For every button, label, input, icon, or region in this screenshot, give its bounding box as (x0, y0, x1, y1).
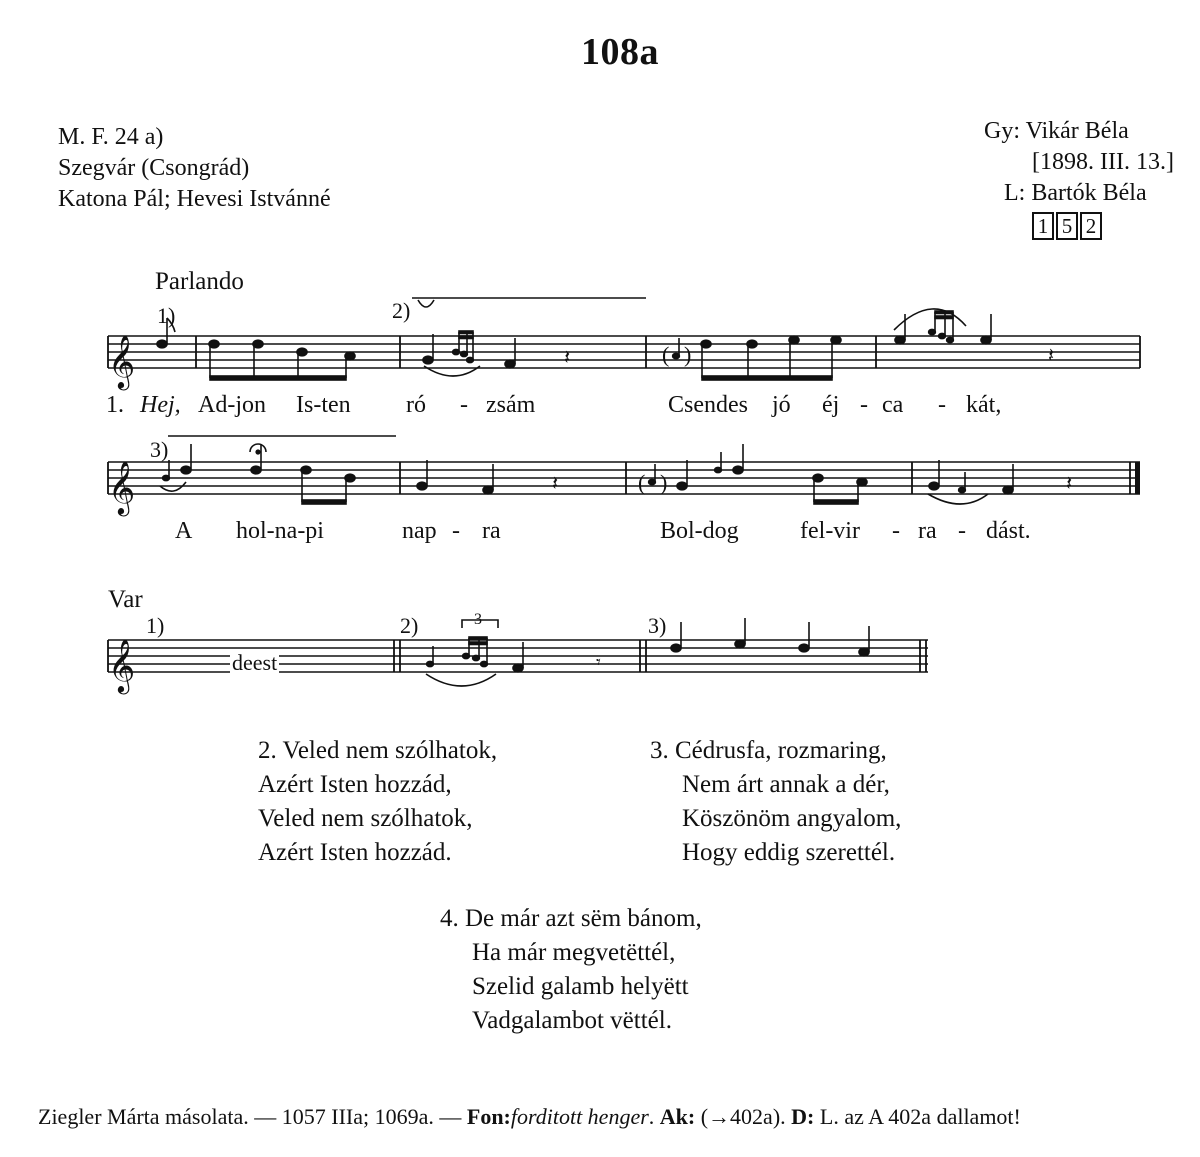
lyric-syllable: Hej, (140, 392, 181, 418)
variant-marker: 1) (146, 613, 165, 638)
variant-marker: 3) (150, 437, 169, 462)
svg-text:𝄽: 𝄽 (1066, 471, 1073, 495)
stanza-4 (440, 902, 702, 1038)
treble-clef-icon: 𝄞 (108, 334, 136, 388)
variant-marker: 3) (648, 613, 667, 638)
lyric-syllable: fel-vir (800, 518, 860, 544)
footer-fon-value: forditott henger (510, 1104, 649, 1129)
lyric-syllable: Bol-dog (660, 518, 739, 544)
svg-text:): ) (660, 470, 668, 495)
treble-clef-icon: 𝄞 (108, 460, 136, 514)
box-number: 2 (1080, 212, 1102, 240)
svg-text:𝄾: 𝄾 (596, 652, 601, 673)
stanza-line: 4. De már azt sëm bánom, (440, 905, 702, 932)
location: Szegvár (Csongrád) (58, 155, 250, 181)
lyric-syllable: hol-na-pi (236, 518, 324, 544)
svg-text:(: ( (662, 342, 670, 367)
stanza-2 (258, 734, 497, 870)
footer-d-label: D: (791, 1104, 815, 1129)
lyric-syllable: A (175, 518, 193, 544)
song-number: 108a (581, 31, 659, 73)
stanza-line: Ha már megvetëttél, (472, 939, 676, 966)
footer-note (38, 1104, 1021, 1130)
variant-label: Var (108, 586, 143, 613)
stanza-line: Azért Isten hozzád, (258, 771, 452, 798)
lyric-syllable: dást. (986, 518, 1031, 544)
lyric-syllable: - (958, 518, 966, 544)
lyric-syllable: nap (402, 518, 437, 544)
svg-text:(: ( (638, 470, 646, 495)
lyric-syllable: - (460, 392, 468, 418)
footer-d-value: L. az A 402a dallamot! (819, 1104, 1021, 1129)
performers: Katona Pál; Hevesi Istvánné (58, 186, 331, 212)
treble-clef-icon: 𝄞 (108, 638, 136, 692)
stanza-line: Nem árt annak a dér, (682, 771, 890, 798)
footer-ak-label: Ak: (659, 1104, 696, 1129)
stanza-line: Azért Isten hozzád. (258, 839, 452, 866)
svg-text:𝄽: 𝄽 (564, 345, 571, 369)
variant-marker: 2) (400, 613, 419, 638)
lyric-syllable: jó (772, 392, 791, 418)
box-number: 5 (1056, 212, 1078, 240)
variant-marker: 2) (392, 298, 411, 323)
stanza-line: 3. Cédrusfa, rozmaring, (650, 737, 887, 764)
variant-marker: 1) (157, 303, 176, 328)
lyric-syllable: ra (482, 518, 501, 544)
stanza-line: 2. Veled nem szólhatok, (258, 737, 498, 764)
lyric-syllable: Is-ten (296, 392, 351, 418)
lyric-syllable: - (860, 392, 868, 418)
stanza-line: Veled nem szólhatok, (258, 805, 473, 832)
box-number: 1 (1032, 212, 1054, 240)
l-label: L: (1004, 180, 1026, 206)
svg-text:𝄽: 𝄽 (552, 471, 559, 495)
tempo-marking: Parlando (155, 268, 244, 295)
lyric-syllable: - (452, 518, 460, 544)
lyric-syllable: - (938, 392, 946, 418)
footer-ak-value: (→402a). (700, 1104, 786, 1129)
footer-period: . (648, 1104, 655, 1129)
lyric-syllable: zsám (486, 392, 536, 418)
lyric-syllable: Csendes (668, 392, 748, 418)
stanza-line: Hogy eddig szerettél. (682, 839, 896, 866)
lyric-syllable: 1. (106, 392, 124, 418)
collection-ref: M. F. 24 a) (58, 124, 164, 150)
svg-text:): ) (684, 342, 692, 367)
collector-name: Vikár Béla (1025, 118, 1129, 144)
collection-date: [1898. III. 13.] (1032, 149, 1174, 175)
lyric-syllable: kát, (966, 392, 1002, 418)
lyric-syllable: ra (918, 518, 937, 544)
gy-label: Gy: (984, 118, 1020, 144)
footer-copy: Ziegler Márta másolata. — 1057 IIIa; 1069a. — (38, 1104, 462, 1129)
lyric-syllable: Ad-jon (198, 392, 266, 418)
stanza-3 (650, 734, 901, 870)
svg-text:𝄽: 𝄽 (1048, 343, 1055, 367)
lyric-syllable: ca (882, 392, 904, 418)
stanza-line: Vadgalambot vëttél. (472, 1007, 672, 1034)
triplet-number: 3 (474, 611, 482, 628)
lyric-syllable: ró (406, 392, 426, 418)
stanza-line: Köszönöm angyalom, (682, 805, 902, 832)
deest-label: deest (232, 650, 278, 675)
lyric-syllable: - (892, 518, 900, 544)
transcriber-name: Bartók Béla (1031, 180, 1147, 206)
footer-fon-label: Fon: (466, 1104, 511, 1129)
stanza-line: Szelid galamb helyëtt (472, 973, 689, 1000)
lyric-syllable: éj (822, 392, 840, 418)
